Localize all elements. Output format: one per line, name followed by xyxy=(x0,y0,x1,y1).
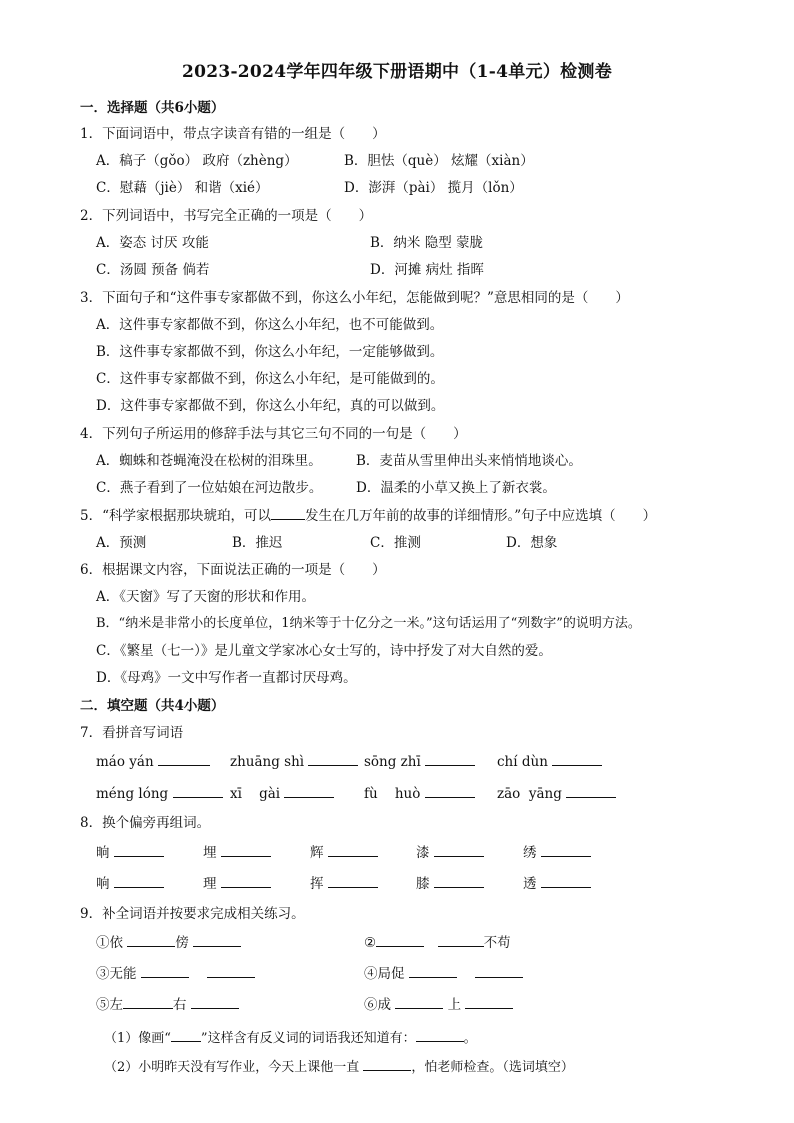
question-5-option-a: A．预测 xyxy=(96,535,147,551)
question-4-option-a: A．蜘蛛和苍蝇淹没在松树的泪珠里。 xyxy=(96,453,322,469)
answer-blank[interactable] xyxy=(425,751,475,766)
question-8-stem: 8．换个偏旁再组词。 xyxy=(80,815,211,831)
answer-blank[interactable] xyxy=(114,873,164,888)
answer-blank[interactable] xyxy=(438,932,484,947)
question-9-part-1: （1）像画“ ”这样含有反义词的词语我还知道有： 。 xyxy=(104,1027,477,1046)
question-9-part-2: （2）小明昨天没有写作业，今天上课他一直 ，怕老师检查。（选词填空） xyxy=(104,1056,574,1075)
question-1-option-d: D．澎湃（pài） 揽月（lǒn） xyxy=(344,180,523,196)
answer-blank[interactable] xyxy=(434,873,484,888)
section-heading-fill: 二．填空题（共4小题） xyxy=(80,698,225,714)
idiom-item-5: ⑤左 右 xyxy=(96,993,239,1013)
question-4-option-d: D．温柔的小草又换上了新衣裳。 xyxy=(356,480,556,496)
radical-item: 理 xyxy=(203,872,271,892)
question-5-option-c: C．推测 xyxy=(370,535,421,551)
answer-blank[interactable] xyxy=(158,751,210,766)
radical-item: 漆 xyxy=(416,841,484,861)
radical-item: 埋 xyxy=(203,841,271,861)
radical-item: 绣 xyxy=(523,841,591,861)
question-3-option-b: B．这件事专家都做不到，你这么小年纪，一定能够做到。 xyxy=(96,344,444,360)
pinyin-item: sōng zhī xyxy=(364,751,475,770)
question-4-stem: 4．下列句子所运用的修辞手法与其它三句不同的一句是（ ） xyxy=(80,426,467,442)
question-2-option-a: A．姿态 讨厌 攻能 xyxy=(96,235,209,251)
question-7-stem: 7．看拼音写词语 xyxy=(80,725,184,741)
idiom-item-6: ⑥成 上 xyxy=(364,993,513,1013)
answer-blank[interactable] xyxy=(552,751,602,766)
answer-blank[interactable] xyxy=(416,1027,464,1042)
answer-blank[interactable] xyxy=(207,963,255,978)
pinyin-item: xī gài xyxy=(230,783,334,802)
radical-item: 挥 xyxy=(310,872,378,892)
question-5-option-d: D．想象 xyxy=(506,535,558,551)
idiom-item-1: ①依 傍 xyxy=(96,931,241,951)
idiom-item-4: ④局促 xyxy=(364,962,523,982)
answer-blank[interactable] xyxy=(173,783,223,798)
question-6-option-a: A．《天窗》写了天窗的形状和作用。 xyxy=(96,589,315,605)
answer-blank[interactable] xyxy=(376,932,424,947)
answer-blank[interactable] xyxy=(475,963,523,978)
answer-blank[interactable] xyxy=(141,963,189,978)
answer-blank[interactable] xyxy=(409,963,457,978)
answer-blank[interactable] xyxy=(191,994,239,1009)
answer-blank[interactable] xyxy=(127,932,175,947)
answer-blank[interactable] xyxy=(541,842,591,857)
question-5-stem xyxy=(80,504,656,524)
answer-blank[interactable] xyxy=(221,842,271,857)
question-2-option-c: C．汤圆 预备 倘若 xyxy=(96,262,210,278)
answer-blank[interactable] xyxy=(395,994,443,1009)
radical-item: 响 xyxy=(96,872,164,892)
question-1-stem: 1．下面词语中，带点字读音有错的一组是（ ） xyxy=(80,126,386,142)
answer-blank[interactable] xyxy=(363,1056,411,1071)
answer-blank[interactable] xyxy=(114,842,164,857)
answer-blank[interactable] xyxy=(541,873,591,888)
answer-blank[interactable] xyxy=(284,783,334,798)
pinyin-item: zāo yāng xyxy=(497,783,616,802)
pinyin-item: máo yán xyxy=(96,751,210,770)
question-2-option-d: D．河摊 病灶 指晖 xyxy=(370,262,484,278)
answer-blank[interactable] xyxy=(221,873,271,888)
question-3-option-c: C．这件事专家都做不到，你这么小年纪，是可能做到的。 xyxy=(96,371,444,387)
question-5-option-b: B．推迟 xyxy=(232,535,283,551)
question-2-option-b: B．纳米 隐型 蒙胧 xyxy=(370,235,484,251)
question-3-option-d: D．这件事专家都做不到，你这么小年纪，真的可以做到。 xyxy=(96,398,445,414)
radical-item: 辉 xyxy=(310,841,378,861)
question-9-stem: 9．补全词语并按要求完成相关练习。 xyxy=(80,906,305,922)
question-1-option-b: B．胆怯（què） 炫耀（xiàn） xyxy=(344,153,534,169)
question-2-stem: 2．下列词语中，书写完全正确的一项是（ ） xyxy=(80,208,373,224)
radical-item: 晌 xyxy=(96,841,164,861)
question-5-blank[interactable] xyxy=(271,505,305,520)
question-3-option-a: A．这件事专家都做不到，你这么小年纪，也不可能做到。 xyxy=(96,317,444,333)
radical-item: 透 xyxy=(523,872,591,892)
answer-blank[interactable] xyxy=(465,994,513,1009)
radical-item: 膝 xyxy=(416,872,484,892)
answer-blank[interactable] xyxy=(328,842,378,857)
answer-blank[interactable] xyxy=(171,1027,201,1042)
question-3-stem: 3．下面句子和“这件事专家都做不到，你这么小年纪，怎能做到呢？”意思相同的是（ ） xyxy=(80,290,629,306)
answer-blank[interactable] xyxy=(193,932,241,947)
question-6-stem: 6．根据课文内容，下面说法正确的一项是（ ） xyxy=(80,562,386,578)
question-4-option-b: B．麦苗从雪里伸出头来悄悄地谈心。 xyxy=(356,453,582,469)
question-1-option-a: A．稿子（gǒo） 政府（zhèng） xyxy=(96,153,298,169)
pinyin-item: méng lóng xyxy=(96,783,223,802)
idiom-item-2: ② 不苟 xyxy=(364,931,511,951)
question-6-option-d: D．《母鸡》一文中写作者一直都讨厌母鸡。 xyxy=(96,670,357,686)
answer-blank[interactable] xyxy=(566,783,616,798)
answer-blank[interactable] xyxy=(123,994,173,1009)
answer-blank[interactable] xyxy=(425,783,475,798)
answer-blank[interactable] xyxy=(328,873,378,888)
pinyin-item: zhuāng shì xyxy=(230,751,358,770)
answer-blank[interactable] xyxy=(308,751,358,766)
question-6-option-b: B．“纳米是非常小的长度单位，1纳米等于十亿分之一米。”这句话运用了“列数字”的说明方法。 xyxy=(96,616,641,631)
idiom-item-3: ③无能 xyxy=(96,962,255,982)
question-1-option-c: C．慰藉（jiè） 和谐（xié） xyxy=(96,180,269,196)
pinyin-item: chí dùn xyxy=(497,751,602,770)
pinyin-item: fù huò xyxy=(364,783,475,802)
question-4-option-c: C．燕子看到了一位姑娘在河边散步。 xyxy=(96,480,323,496)
question-5-stem-part2: 发生在几万年前的故事的详细情形。”句子中应选填（ ） xyxy=(305,508,657,524)
section-heading-choice: 一．选择题（共6小题） xyxy=(80,100,225,116)
page-title: 2023-2024学年四年级下册语期中（1-4单元）检测卷 xyxy=(181,62,613,82)
question-5-stem-part1: 5．“科学家根据那块琥珀，可以 xyxy=(80,508,271,524)
answer-blank[interactable] xyxy=(434,842,484,857)
question-6-option-c: C．《繁星（七一）》是儿童文学家冰心女士写的，诗中抒发了对大自然的爱。 xyxy=(96,643,552,659)
